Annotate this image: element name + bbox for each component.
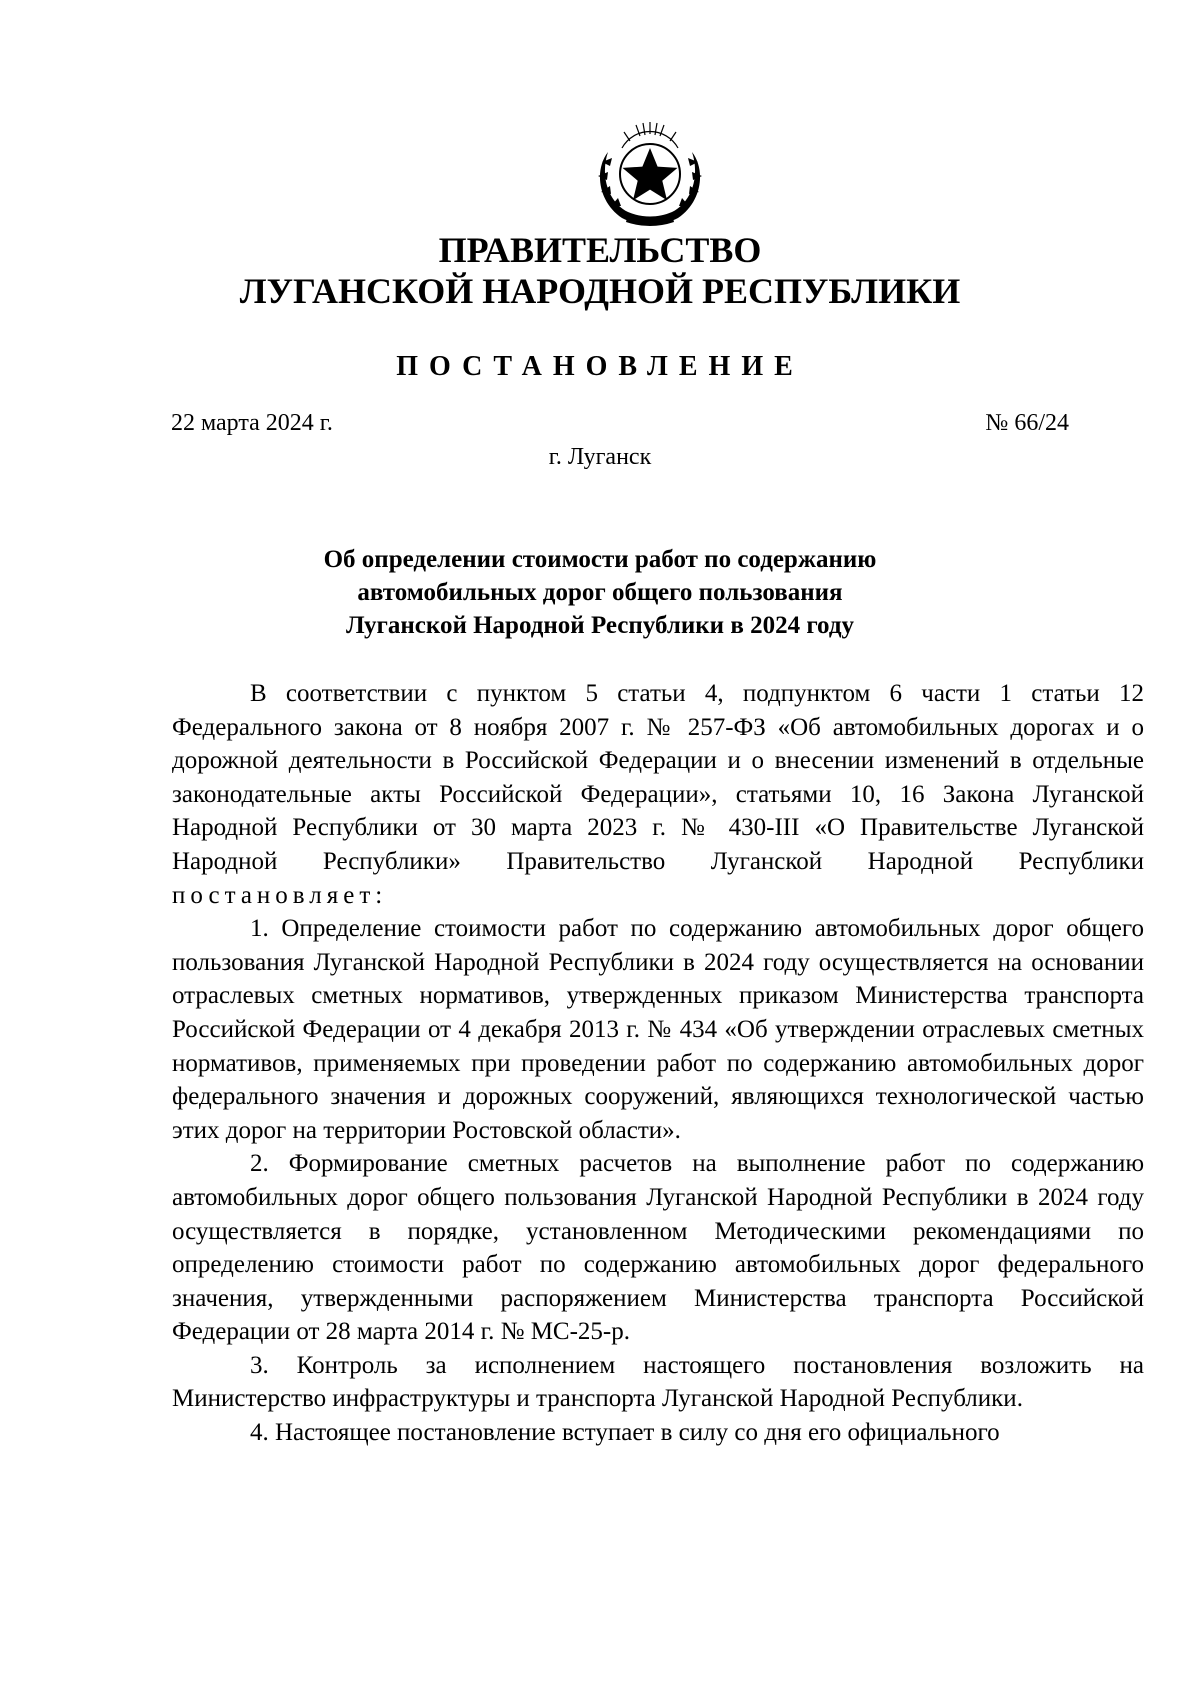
intro-paragraph	[172, 677, 1144, 912]
title-line3: Луганской Народной Республики в 2024 году	[346, 612, 854, 639]
paragraph-4: 4. Настоящее постановление вступает в силу со дня его официального	[250, 1419, 1000, 1447]
paragraph-3: 3. Контроль за исполнением настоящего постановления возложить на Министерство инфраструктуры и транспорта Луганской Народной Республики.	[172, 1351, 1144, 1413]
title-line1: Об определении стоимости работ по содержанию	[323, 546, 877, 573]
document-city: г. Луганск	[548, 444, 652, 470]
title-line2: автомобильных дорог общего пользования	[357, 579, 843, 606]
document-date: 22 марта 2024 г.	[171, 410, 333, 436]
paragraph-1: 1. Определение стоимости работ по содержанию автомобильных дорог общего пользования Луганской Народной Республики в 2024 году осуществляется на основании отраслевых сметных нормативов, утвержденных приказом Министерства транспорта Российской Федерации от 4 декабря 2013 г. № 434 «Об утверждении отраслевых сметных нормативов, применяемых при проведении работ по содержанию автомобильных дорог федерального значения и дорожных сооружений, являющихся технологической частью этих дорог на территории Ростовской области».	[172, 915, 1144, 1144]
document-body	[172, 677, 1144, 1450]
document-number: № 66/24	[985, 410, 1069, 436]
intro-text: В соответствии с пунктом 5 статьи 4, подпунктом 6 части 1 статьи 12 Федерального закона от 8 ноября 2007 г. № 257-ФЗ «Об автомобильных дорогах и о дорожной деятельности в Российской Федерации и о внесении изменений в отдельные законодательные акты Российской Федерации», статьями 10, 16 Закона Луганской Народной Республики от 30 марта 2023 г. № 430-III «О Правительстве Луганской Народной Республики» Правительство Луганской Народной Республики	[172, 680, 1144, 875]
document-type: ПОСТАНОВЛЕНИЕ	[396, 351, 804, 382]
lnr-coat-of-arms-icon	[588, 118, 712, 230]
paragraph-2: 2. Формирование сметных расчетов на выполнение работ по содержанию автомобильных дорог общего пользования Луганской Народной Республики в 2024 году осуществляется в порядке, установленном Методическими рекомендациями по определению стоимости работ по содержанию автомобильных дорог федерального значения, утвержденными распоряжением Министерства транспорта Российской Федерации от 28 марта 2014 г. № МС-25-р.	[172, 1150, 1144, 1346]
document-title	[0, 543, 1200, 642]
org-name-line2: ЛУГАНСКОЙ НАРОДНОЙ РЕСПУБЛИКИ	[239, 271, 961, 311]
intro-verb: постановляет:	[172, 881, 388, 909]
org-name-line1: ПРАВИТЕЛЬСТВО	[438, 230, 762, 270]
